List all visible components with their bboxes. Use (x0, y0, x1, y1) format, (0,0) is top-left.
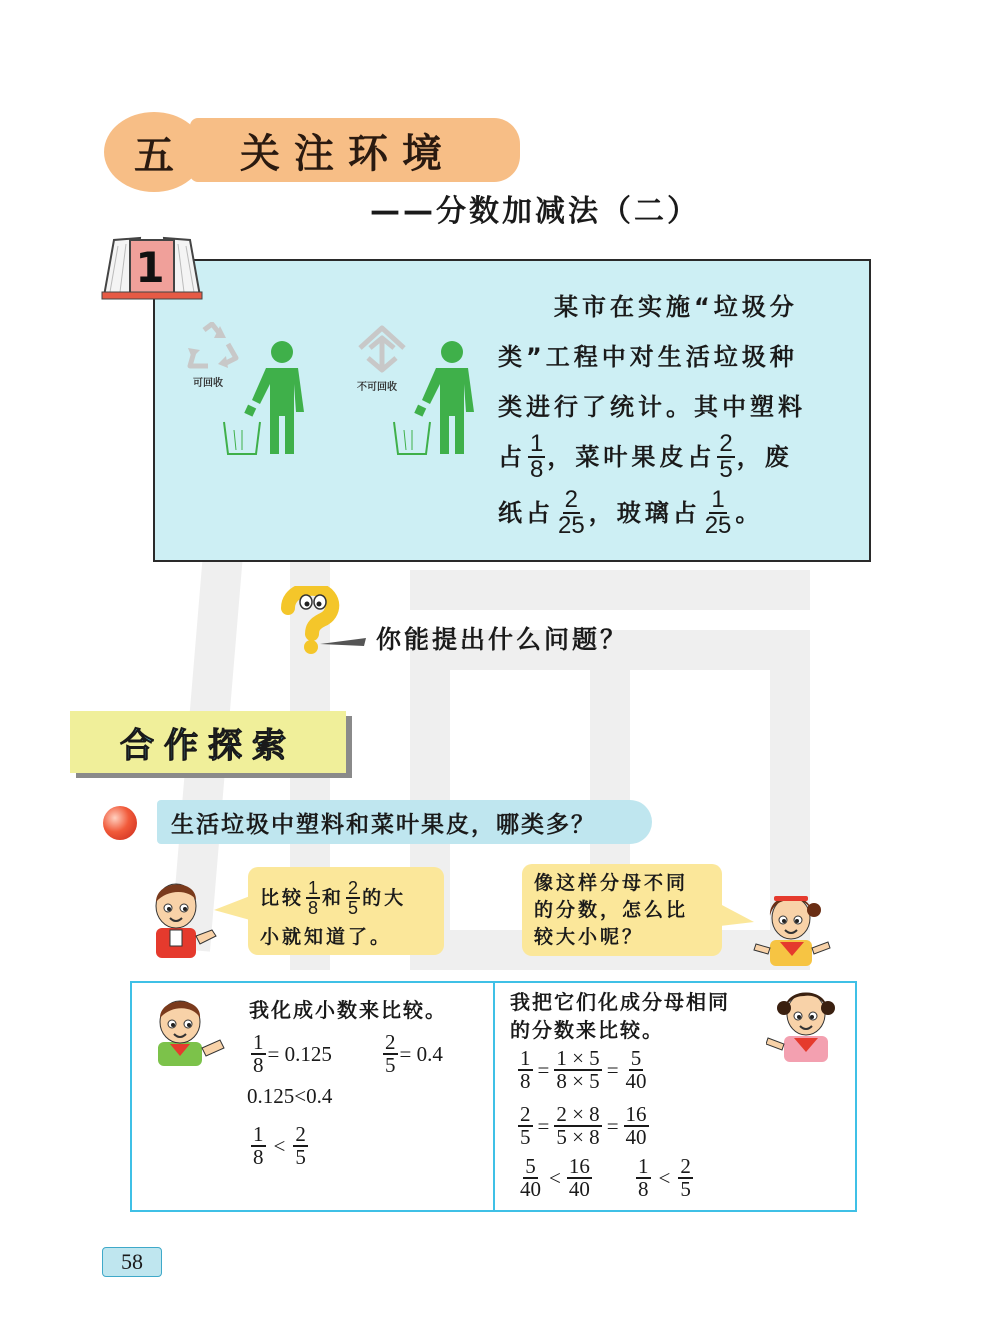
fraction (636, 1156, 651, 1200)
left-eq-1 (249, 1032, 332, 1076)
sub-question: 生活垃圾中塑料和菜叶果皮，哪类多？ (157, 800, 652, 844)
text-segment: 的大 (362, 887, 407, 909)
numerator: 2 × 8 (556, 1102, 600, 1126)
denominator: 8 (253, 1053, 264, 1077)
fraction (306, 879, 320, 917)
girl-icon (752, 888, 832, 966)
numerator: 1 (638, 1154, 649, 1178)
fraction (624, 1104, 649, 1148)
text-segment: 。 (735, 499, 764, 527)
problem-line-1: 某市在实施“垃圾分 (554, 293, 798, 321)
right-eq-2 (516, 1104, 651, 1148)
numerator: 1 (308, 878, 319, 898)
fraction-paper (556, 488, 587, 538)
operator: = (606, 1057, 619, 1082)
operator: = (537, 1057, 550, 1082)
problem-number: 1 (135, 242, 165, 292)
operator: = (606, 1113, 619, 1138)
numerator: 1 (253, 1122, 264, 1146)
fraction (251, 1032, 266, 1076)
fraction-glass (703, 488, 734, 538)
fraction (567, 1156, 592, 1200)
numerator: 1 (711, 486, 725, 513)
denominator: 5 (719, 456, 733, 483)
numerator: 5 (630, 1046, 642, 1070)
numerator: 16 (568, 1154, 590, 1178)
left-result (249, 1124, 310, 1168)
decimal-value: = 0.4 (399, 1041, 443, 1066)
decimal-compare: 0.125<0.4 (247, 1084, 333, 1108)
denominator: 8 (253, 1145, 264, 1169)
denominator: 40 (625, 1125, 647, 1149)
problem-line-5 (498, 488, 843, 538)
numerator: 16 (625, 1102, 647, 1126)
denominator: 8 (530, 456, 544, 483)
question-text: 你能提出什么问题？ (376, 625, 629, 654)
note-line: 我把它们化成分母相同 (510, 990, 730, 1014)
section-tag: 合作探索 (70, 711, 346, 773)
bubble-line: 的分数，怎么比 (534, 899, 689, 921)
bubble-line: 较大小呢？ (534, 926, 645, 948)
non-recycle-label: 不可回收 (357, 382, 397, 393)
bubble-line: 像这样分母不同 (534, 872, 689, 894)
text-segment: ，废 (736, 443, 793, 471)
problem-line-4 (498, 432, 843, 482)
left-eq-2 (381, 1032, 443, 1076)
text-segment: 比较 (260, 887, 305, 909)
question-mark-mascot-icon (280, 586, 370, 656)
denominator: 5 (680, 1177, 691, 1201)
numerator: 2 (564, 486, 579, 513)
speech-bubble-girl (522, 864, 722, 956)
fraction (518, 1156, 543, 1200)
fraction (518, 1104, 533, 1148)
problem-text (498, 282, 843, 538)
denominator: 25 (558, 512, 585, 539)
fraction (251, 1124, 266, 1168)
text-segment: 占 (498, 443, 526, 471)
denominator: 25 (704, 512, 732, 539)
note-line: 的分数来比较。 (510, 1018, 664, 1042)
operator: = (537, 1113, 550, 1138)
text-segment: 和 (322, 887, 345, 909)
person-trash-icon (222, 338, 312, 458)
fraction-plastic (528, 432, 545, 482)
page-number: 58 (102, 1247, 162, 1277)
text-segment: 纸占 (498, 499, 554, 527)
operator: < (273, 1133, 286, 1158)
speech-bubble-boy (248, 867, 444, 955)
numerator: 5 (525, 1154, 536, 1178)
text-segment: ，玻璃占 (588, 499, 701, 527)
denominator: 40 (520, 1177, 541, 1201)
text-segment: ，菜叶果皮占 (547, 443, 716, 471)
fraction (624, 1048, 649, 1092)
bubble-line (260, 877, 436, 919)
table-divider (493, 981, 495, 1212)
operator: < (549, 1165, 561, 1190)
boy-icon (150, 996, 228, 1066)
fraction (678, 1156, 693, 1200)
chapter-subtitle: ——分数加减法（二） (370, 194, 700, 229)
right-compare-2 (634, 1156, 695, 1200)
numerator: 1 (253, 1030, 264, 1054)
numerator: 2 (385, 1030, 396, 1054)
boy-icon (150, 876, 220, 958)
decimal-value: = 0.125 (267, 1041, 332, 1066)
numerator: 2 (348, 878, 359, 898)
chapter-number: 五 (104, 112, 204, 192)
numerator: 1 (520, 1046, 531, 1070)
bubble-line: 小就知道了。 (260, 926, 393, 948)
person-trash-icon (390, 338, 480, 458)
numerator: 2 (295, 1122, 306, 1146)
fraction (293, 1124, 308, 1168)
denominator: 8 (308, 898, 319, 918)
denominator: 5 (385, 1053, 396, 1077)
fraction (346, 879, 360, 917)
numerator: 2 (520, 1102, 531, 1126)
denominator: 5 (295, 1145, 306, 1169)
fraction (554, 1104, 601, 1148)
bubble-tail (716, 902, 756, 932)
denominator: 8 (638, 1177, 649, 1201)
denominator: 40 (625, 1069, 647, 1093)
numerator: 1 (530, 430, 544, 457)
denominator: 40 (568, 1177, 590, 1201)
numerator: 1 × 5 (556, 1046, 600, 1070)
fraction (383, 1032, 398, 1076)
bullet-ball-icon (103, 806, 137, 840)
fraction-vegetable (717, 432, 734, 482)
fraction (518, 1048, 533, 1092)
problem-line-2: 类”工程中对生活垃圾种 (498, 343, 798, 371)
right-compare-1 (516, 1156, 594, 1200)
denominator: 5 × 8 (556, 1125, 600, 1149)
denominator: 5 (520, 1125, 531, 1149)
left-method-note: 我化成小数来比较。 (249, 998, 447, 1022)
denominator: 5 (348, 898, 359, 918)
numerator: 2 (719, 430, 733, 457)
right-method-note (510, 988, 730, 1044)
chapter-title: 关注环境 (190, 118, 520, 182)
right-eq-1 (516, 1048, 651, 1092)
denominator: 8 × 5 (556, 1069, 600, 1093)
girl-icon (766, 986, 844, 1062)
recycle-label: 可回收 (193, 378, 223, 389)
problem-line-3: 类进行了统计。其中塑料 (498, 393, 806, 421)
numerator: 2 (680, 1154, 691, 1178)
denominator: 8 (520, 1069, 531, 1093)
operator: < (658, 1165, 671, 1190)
fraction (554, 1048, 601, 1092)
